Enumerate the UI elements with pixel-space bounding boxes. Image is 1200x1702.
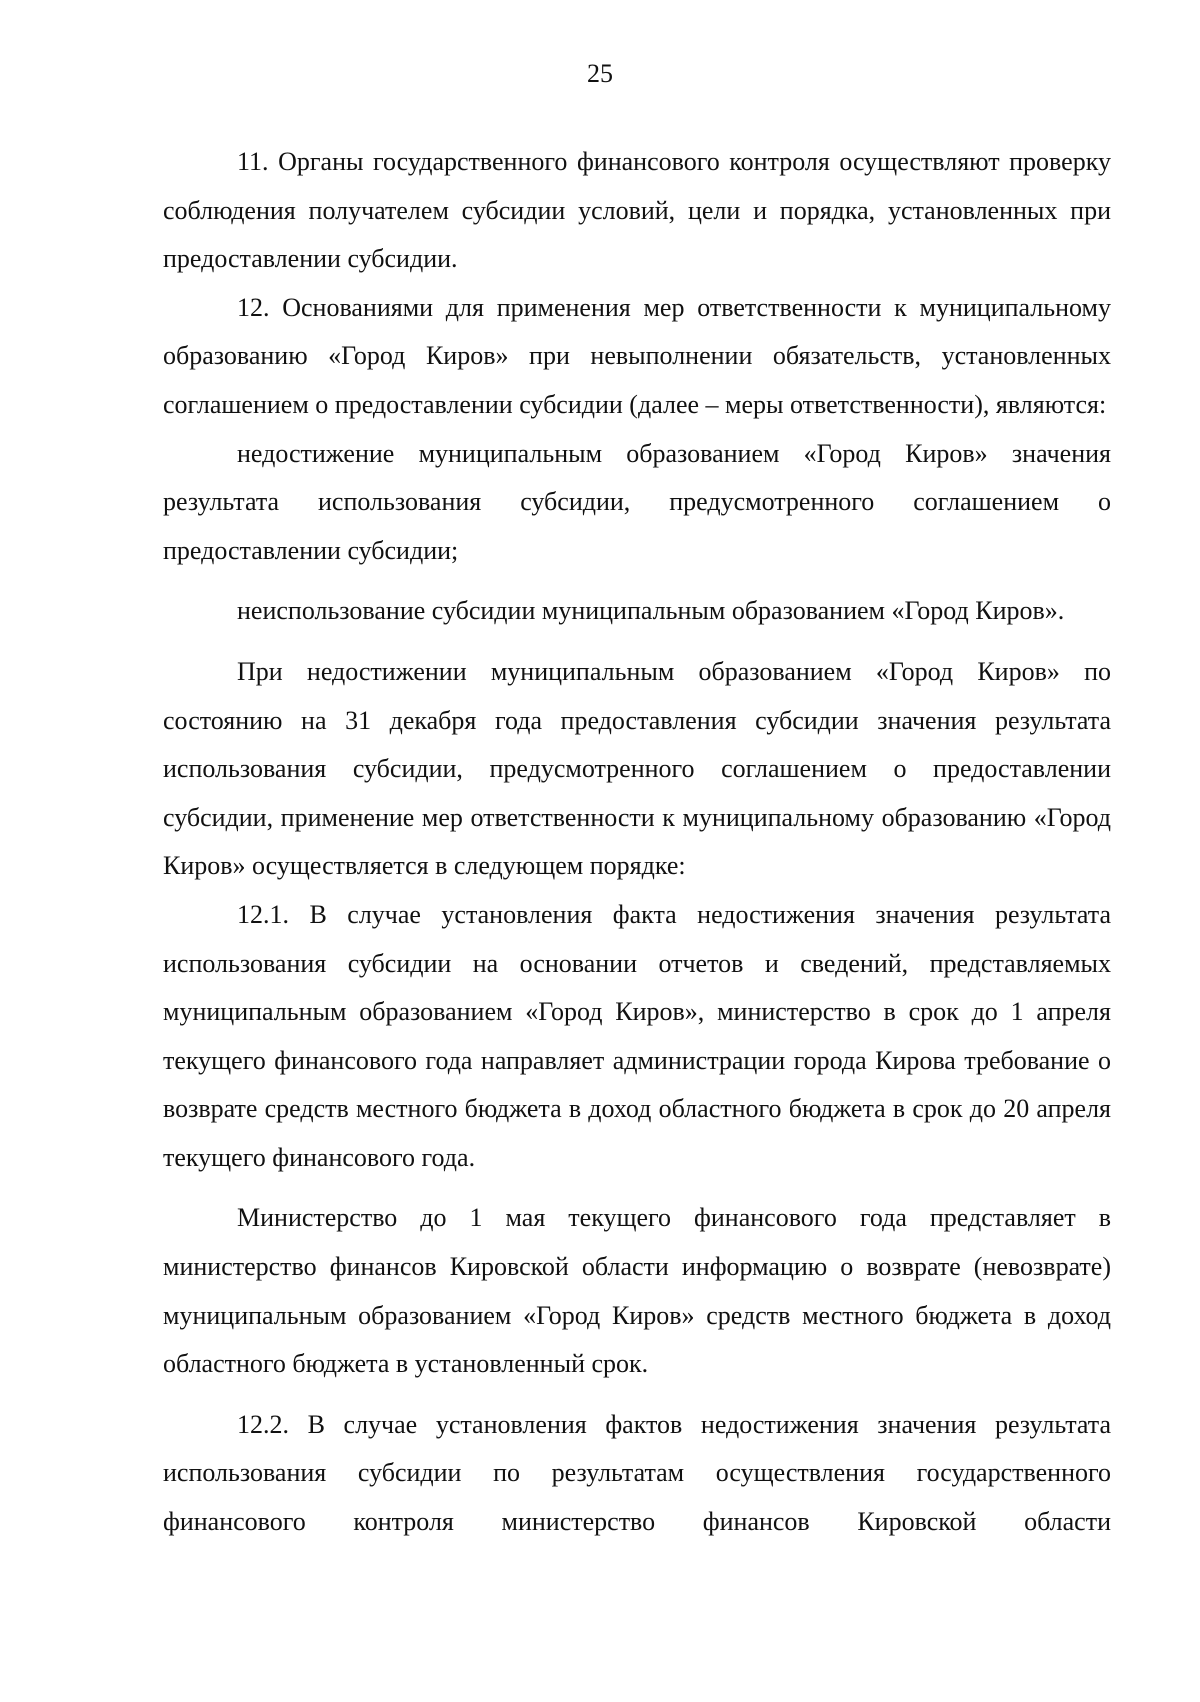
paragraph-non-achievement-of-result: недостижение муниципальным образованием «Город Киров» значения результата использования субсидии, предусмотренного соглашением о предоставлении субсидии;	[163, 438, 1111, 565]
paragraph-12-2-financial-control-findings: 12.2. В случае установления фактов недостижения значения результата использования субсидии по результатам осуществления государственного финансового контроля министерство финансов Кировской области	[163, 1409, 1111, 1537]
document-body	[163, 138, 1111, 1547]
paragraph-non-use-of-subsidy: неиспользование субсидии муниципальным образованием «Город Киров».	[237, 596, 1065, 626]
paragraph-12-1-refund-requirement: 12.1. В случае установления факта недостижения значения результата использования субсидии на основании отчетов и сведений, представляемых муниципальным образованием «Город Киров», министерство в срок до 1 апреля текущего финансового года направляет администрации города Кирова требование о возврате средств местного бюджета в доход областного бюджета в срок до 20 апреля текущего финансового года.	[163, 899, 1111, 1172]
paragraph-12-grounds-for-liability: 12. Основаниями для применения мер ответственности к муниципальному образованию «Город Киров» при невыполнении обязательств, установленных соглашением о предоставлении субсидии (далее – меры ответственности), являются:	[163, 292, 1111, 419]
paragraph-ministry-reporting: Министерство до 1 мая текущего финансового года представляет в министерство финансов Кировской области информацию о возврате (невозврате) муниципальным образованием «Город Киров» средств местного бюджета в доход областного бюджета в установленный срок.	[163, 1203, 1111, 1379]
paragraph-11-state-financial-control: 11. Органы государственного финансового контроля осуществляют проверку соблюдения получателем субсидии условий, цели и порядка, установленных при предоставлении субсидии.	[163, 147, 1111, 274]
page-number: 25	[587, 59, 613, 88]
paragraph-liability-procedure: При недостижении муниципальным образованием «Город Киров» по состоянию на 31 декабря года предоставления субсидии значения результата использования субсидии, предусмотренного соглашением о предоставлении субсидии, применение мер ответственности к муниципальному образованию «Город Киров» осуществляется в следующем порядке:	[163, 656, 1111, 881]
